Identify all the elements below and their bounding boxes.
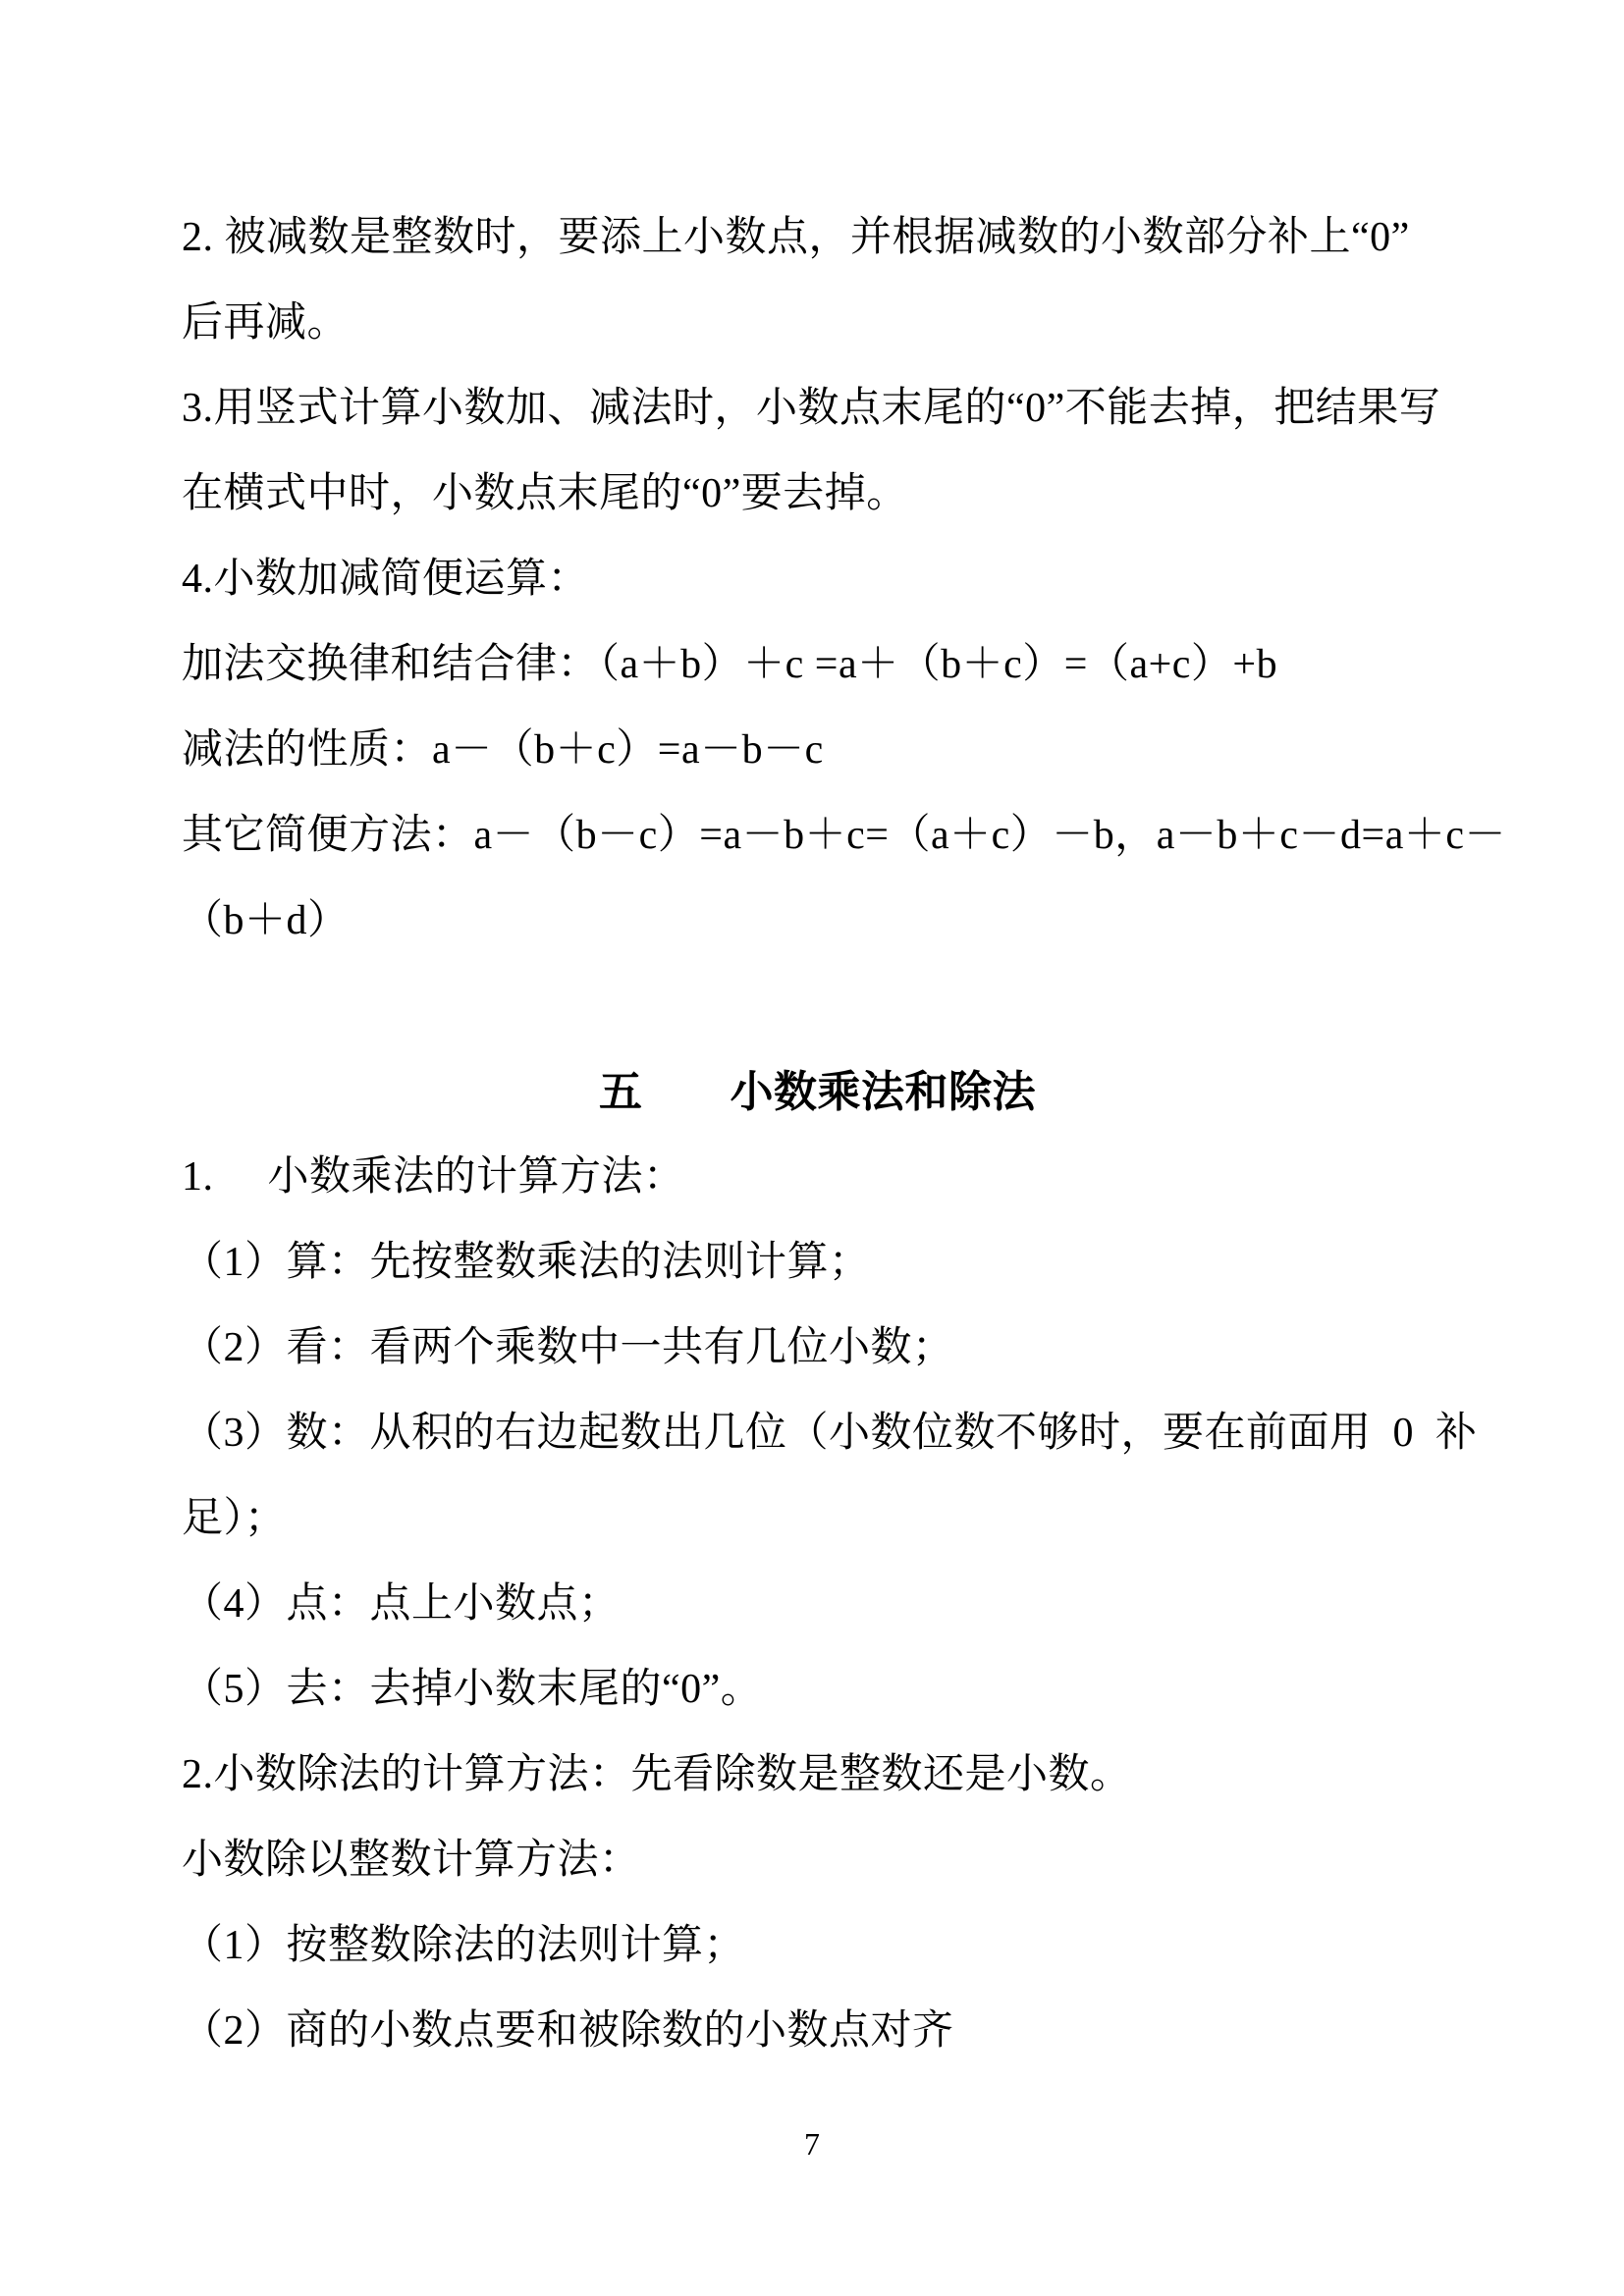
text-line: （2）商的小数点要和被除数的小数点对齐 [182, 2007, 954, 2054]
text-line: 加法交换律和结合律：（a＋b）＋c =a＋（b＋c）=（a+c）+b [182, 641, 1278, 687]
text-line: 小数除以整数计算方法： [182, 1837, 641, 1883]
blank-line [182, 959, 1453, 1044]
document-content [182, 190, 1506, 2069]
text-line: 在横式中时，小数点末尾的“0”要去掉。 [182, 470, 908, 516]
text-line: 后再减。 [182, 299, 350, 346]
text-line: 1. 小数乘法的计算方法： [182, 1153, 685, 1200]
text-line: 4.小数加减简便运算： [182, 556, 590, 602]
text-line: （4）点：点上小数点； [182, 1580, 621, 1627]
text-line: （b＋d） [182, 897, 350, 943]
text-line: 2. 被减数是整数时，要添上小数点，并根据减数的小数部分补上“0” [182, 214, 1410, 260]
text-line: （5）去：去掉小数末尾的“0”。 [182, 1666, 763, 1712]
text-line: （1）按整数除法的法则计算； [182, 1922, 746, 1968]
text-line: 3.用竖式计算小数加、减法时，小数点末尾的“0”不能去掉，把结果写 [182, 385, 1441, 431]
text-line: （2）看：看两个乘数中一共有几位小数； [182, 1324, 954, 1370]
text-line: 其它简便方法：a－（b－c）=a－b＋c=（a＋c）－b，a－b＋c－d=a＋c－ [182, 812, 1506, 858]
page-number: 7 [804, 2126, 820, 2162]
text-line: 足）； [182, 1495, 287, 1541]
text-line: 2.小数除法的计算方法：先看除数是整数还是小数。 [182, 1751, 1132, 1797]
text-line: 减法的性质：a－（b＋c）=a－b－c [182, 726, 824, 773]
text-line: （3）数：从积的右边起数出几位（小数位数不够时，要在前面用 0 补 [182, 1410, 1478, 1456]
text-line: （1）算：先按整数乘法的法则计算； [182, 1239, 871, 1285]
section-heading: 五 小数乘法和除法 [599, 1067, 1036, 1116]
